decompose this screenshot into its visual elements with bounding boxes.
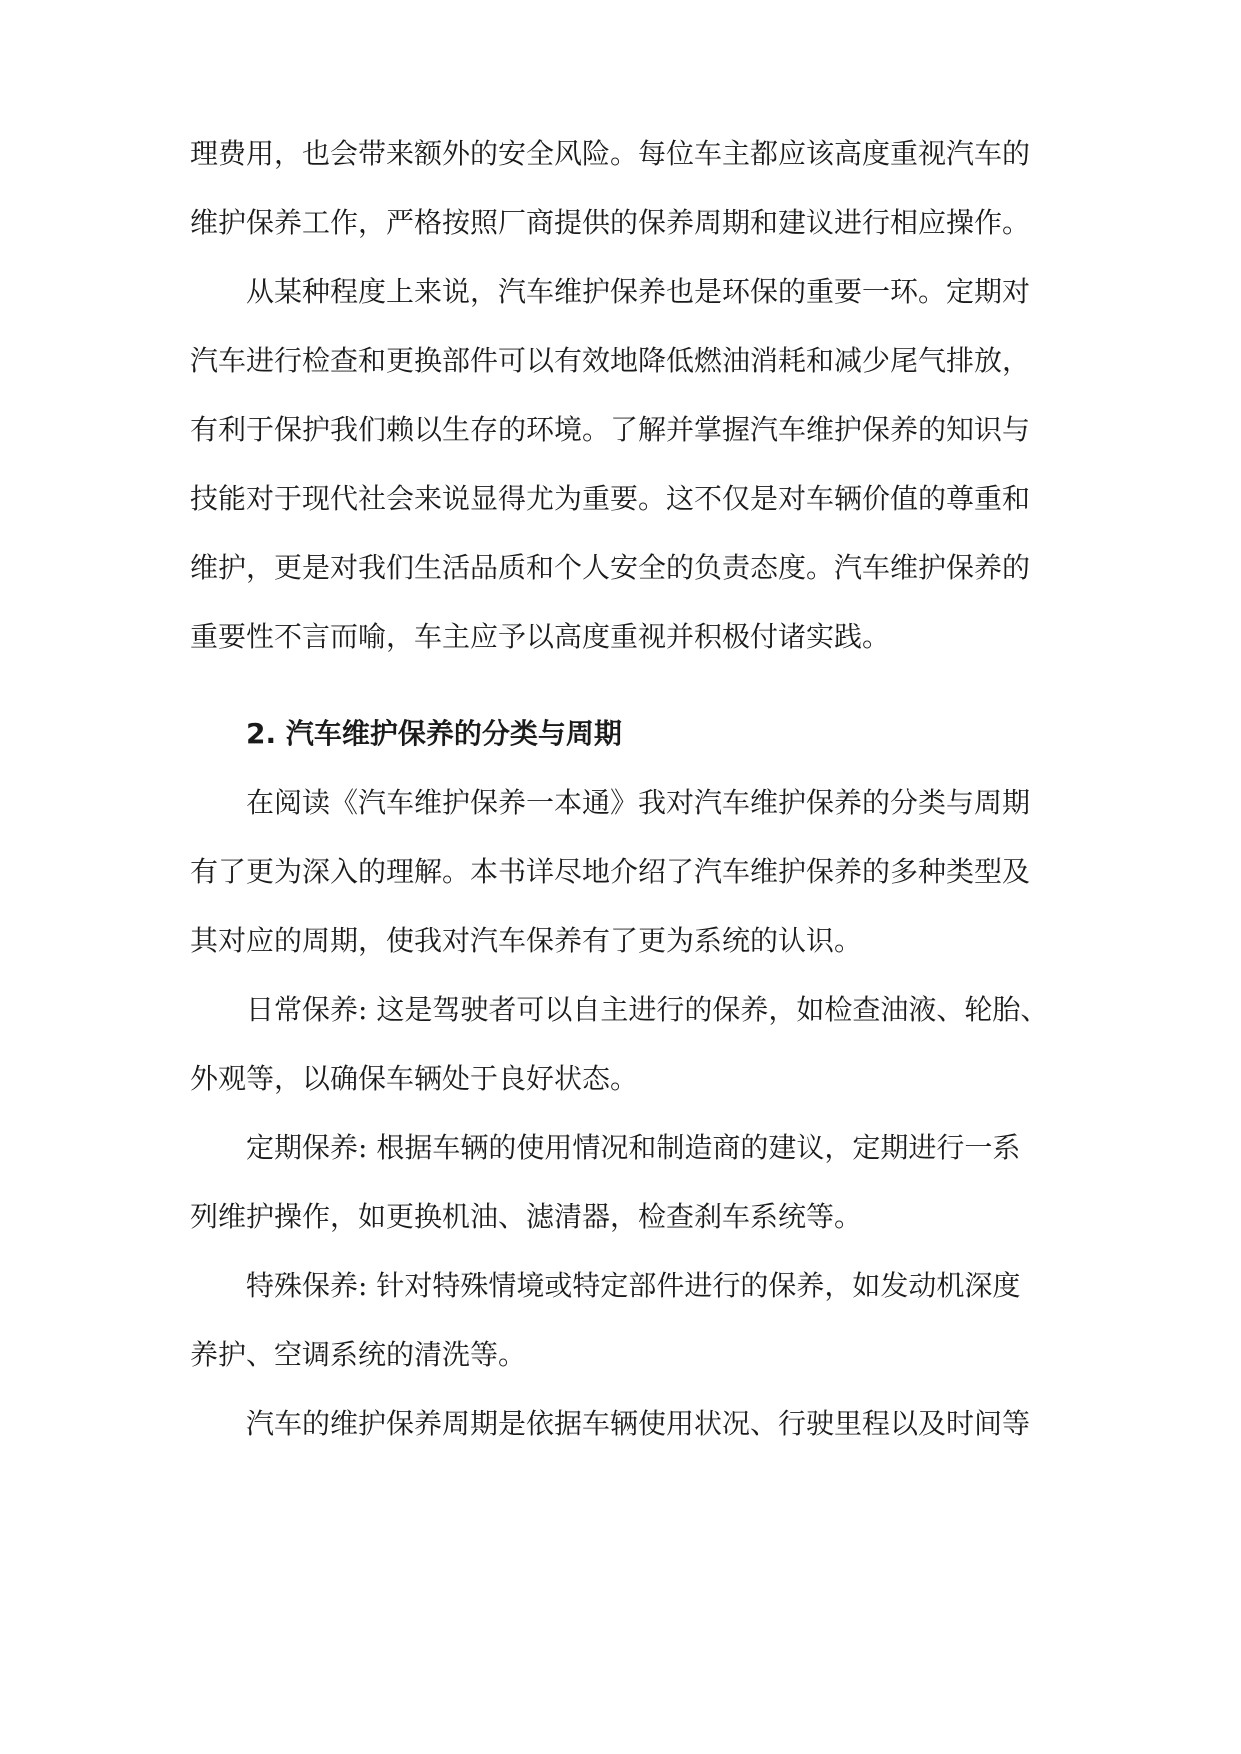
body-text-line: 维护，更是对我们生活品质和个人安全的负责态度。汽车维护保养的 bbox=[190, 551, 1031, 584]
body-text-line: 技能对于现代社会来说显得尤为重要。这不仅是对车辆价值的尊重和 bbox=[190, 482, 1031, 515]
body-text-line: 维护保养工作，严格按照厂商提供的保养周期和建议进行相应操作。 bbox=[190, 206, 1031, 239]
body-text-line: 其对应的周期，使我对汽车保养有了更为系统的认识。 bbox=[190, 924, 863, 957]
body-text-line: 重要性不言而喻，车主应予以高度重视并积极付诸实践。 bbox=[190, 620, 891, 653]
body-text-line: 在阅读《汽车维护保养一本通》我对汽车维护保养的分类与周期 bbox=[246, 786, 1031, 819]
body-text-line: 理费用，也会带来额外的安全风险。每位车主都应该高度重视汽车的 bbox=[190, 137, 1031, 170]
body-text-line: 特殊保养: 针对特殊情境或特定部件进行的保养，如发动机深度 bbox=[246, 1269, 1021, 1302]
body-text-line: 养护、空调系统的清洗等。 bbox=[190, 1338, 527, 1371]
body-text-line: 有利于保护我们赖以生存的环境。了解并掌握汽车维护保养的知识与 bbox=[190, 413, 1031, 446]
body-text-line: 外观等，以确保车辆处于良好状态。 bbox=[190, 1062, 639, 1095]
section-heading: 2. 汽车维护保养的分类与周期 bbox=[246, 717, 622, 750]
body-text-line: 从某种程度上来说，汽车维护保养也是环保的重要一环。定期对 bbox=[246, 275, 1031, 308]
body-text-line: 汽车进行检查和更换部件可以有效地降低燃油消耗和减少尾气排放， bbox=[190, 344, 1031, 377]
body-text-line: 汽车的维护保养周期是依据车辆使用状况、行驶里程以及时间等 bbox=[246, 1407, 1031, 1440]
body-text-line: 日常保养: 这是驾驶者可以自主进行的保养，如检查油液、轮胎、 bbox=[246, 993, 1049, 1026]
body-text-line: 定期保养: 根据车辆的使用情况和制造商的建议，定期进行一系 bbox=[246, 1131, 1021, 1164]
body-text-line: 列维护操作，如更换机油、滤清器，检查刹车系统等。 bbox=[190, 1200, 863, 1233]
body-text-line: 有了更为深入的理解。本书详尽地介绍了汽车维护保养的多种类型及 bbox=[190, 855, 1031, 888]
